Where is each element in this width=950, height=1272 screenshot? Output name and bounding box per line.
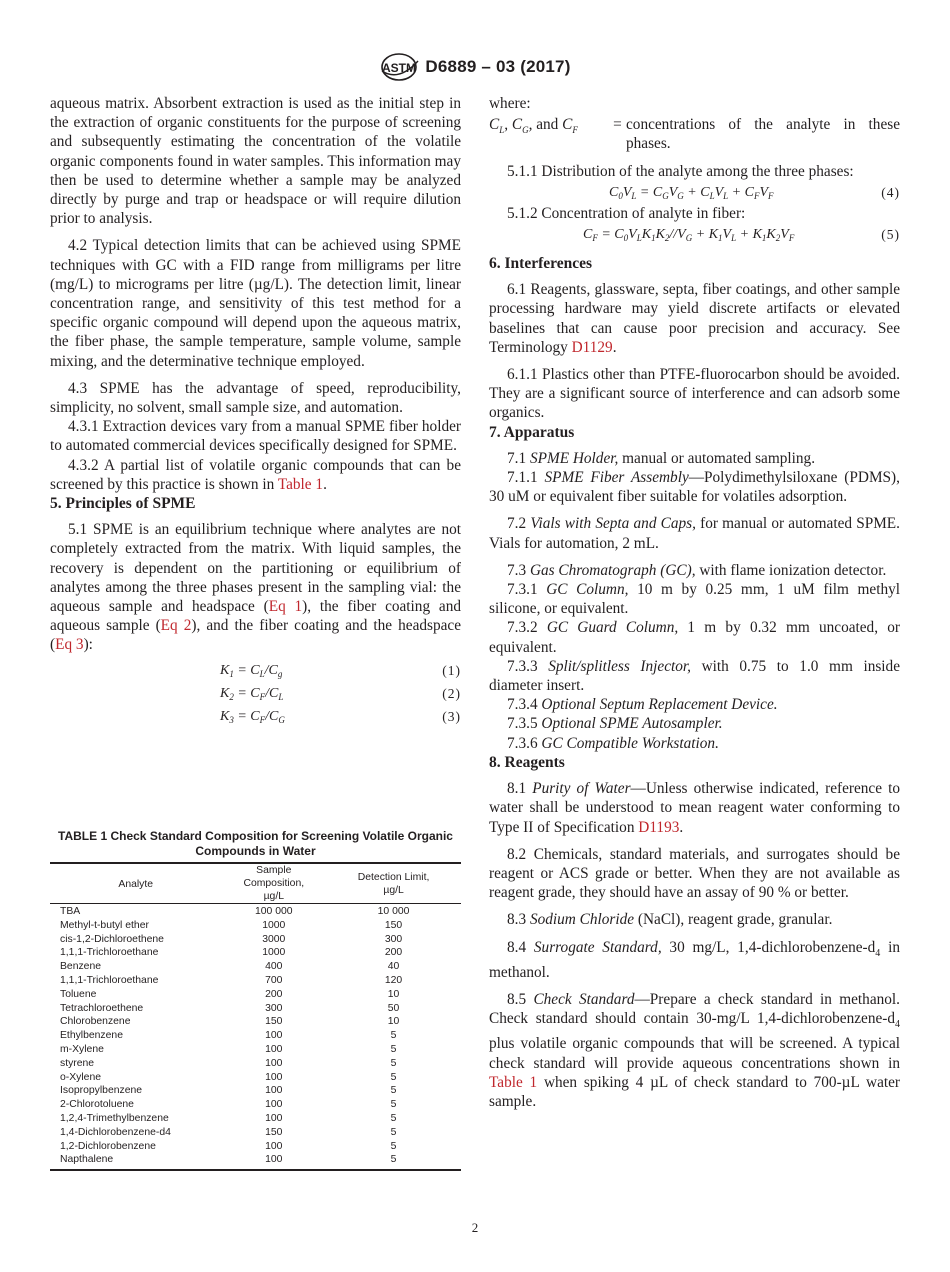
analyte-cell: 1,4-Dichlorobenzene-d4 <box>60 1126 171 1138</box>
table-row <box>50 1002 461 1016</box>
analyte-cell: 2-Chlorotoluene <box>60 1099 134 1111</box>
eq-2-link[interactable]: Eq 2 <box>160 617 192 635</box>
paragraph-5-1: 5.1 SPME is an equilibrium technique where analytes are not completely extracted from the matrix. With liquid samples, the recovery is dependent on the partitioning or equilibrium of analytes among the three phases present in the sampling vial: the aqueous sample and headspace (Eq 1), the fiber coating and aqueous sample (Eq 2), and the fiber coating and the headspace (Eq 3): <box>50 521 461 654</box>
page-number: 2 <box>471 1220 479 1235</box>
analyte-cell: o-Xylene <box>60 1071 102 1083</box>
analyte-cell: Toluene <box>60 988 97 1000</box>
table-row <box>50 1029 461 1043</box>
paragraph-4-3-2: 4.3.2 A partial list of volatile organic compounds that can be screened by this practice is shown in Table 1. <box>50 456 461 493</box>
column-header-analyte: Analyte <box>50 863 221 904</box>
column-header-sample-composition: Sample Composition, µg/L <box>221 863 326 904</box>
analyte-cell: m-Xylene <box>60 1043 104 1055</box>
paragraph-7-3-6: 7.3.6 GC Compatible Workstation. <box>507 734 719 752</box>
astm-logo-icon <box>379 52 419 82</box>
detection-limit-cell: 200 <box>384 947 403 959</box>
analyte-cell: styrene <box>60 1057 95 1069</box>
paragraph-7-3-3: 7.3.3 Split/splitless Injector, with 0.75 to 1.0 mm inside diameter insert. <box>489 657 900 695</box>
equation-number: (4) <box>881 184 900 200</box>
paragraph-4-2: 4.2 Typical detection limits that can be achieved using SPME techniques with GC with a FID range from milligrams per litre (mg/L) to micrograms per litre (µg/L). The detection limit, linear concentration range, and sensitivity of this test method for a specific organic compound will depend upon the aqueous matrix, the fiber phase, the sample temperature, sample volume, sample mixing, and the determinative technique employed. <box>50 237 461 370</box>
paragraph-4-3-1: 4.3.1 Extraction devices vary from a manual SPME fiber holder to automated commercial devices specifically designed for SPME. <box>50 418 461 455</box>
detection-limit-cell: 5 <box>390 1099 397 1111</box>
equation-number: (5) <box>881 227 900 243</box>
detection-limit-cell: 120 <box>384 974 403 986</box>
analyte-cell: Chlorobenzene <box>60 1016 131 1028</box>
right-column <box>489 94 900 1111</box>
paragraph-7-3-5: 7.3.5 Optional SPME Autosampler. <box>507 715 723 733</box>
analyte-cell: Isopropylbenzene <box>60 1085 143 1097</box>
analyte-cell: TBA <box>60 906 81 917</box>
table-header-row <box>50 863 461 904</box>
svg-text:ASTM: ASTM <box>382 61 417 75</box>
detection-limit-cell: 10 000 <box>377 906 410 917</box>
table-1-link[interactable]: Table 1 <box>489 1073 538 1091</box>
paragraph-4-1-continued: aqueous matrix. Absorbent extraction is used as the initial step in the extraction of organic constituents for the purpose of screening and subsequently estimating the concentration of the volatile organic components found in water samples. This information may then be used to determine whether a sample may be analyzed directly by purge and trap or headspace or will require dilution prior to analysis. <box>50 95 461 228</box>
sample-composition-cell: 300 <box>265 1002 283 1014</box>
detection-limit-cell: 5 <box>390 1085 397 1097</box>
sample-composition-cell: 200 <box>265 988 283 1000</box>
sample-composition-cell: 100 <box>265 1112 283 1124</box>
detection-limit-cell: 300 <box>384 933 403 945</box>
equation-3: $K_3 = C_F/C_G$ (3) <box>220 708 461 725</box>
table-row <box>50 1126 461 1140</box>
detection-limit-cell: 5 <box>390 1043 397 1055</box>
section-8-heading: 8. Reagents <box>489 753 565 771</box>
sample-composition-cell: 150 <box>265 1126 283 1138</box>
paragraph-8-4: 8.4 Surrogate Standard, 30 mg/L, $1,4-dichlorobenzene-d_4$ in methanol. <box>489 938 900 981</box>
equation-2: $K_2 = C_F/C_L$ (2) <box>220 685 461 702</box>
analyte-cell: cis-1,2-Dichloroethene <box>60 933 164 945</box>
table-row <box>50 1140 461 1154</box>
table-row <box>50 1098 461 1112</box>
analyte-cell: 1,2,4-Trimethylbenzene <box>60 1112 169 1124</box>
d1129-link[interactable]: D1129 <box>571 338 613 356</box>
detection-limit-cell: 5 <box>390 1112 397 1124</box>
table-1 <box>50 862 461 1171</box>
detection-limit-cell: 40 <box>387 961 400 973</box>
equation-number: (2) <box>442 685 461 701</box>
detection-limit-cell: 5 <box>390 1140 397 1152</box>
sample-composition-cell: 3000 <box>262 933 286 945</box>
analyte-cell: 1,1,1-Trichloroethane <box>60 974 159 986</box>
detection-limit-cell: 5 <box>390 1057 397 1069</box>
paragraph-8-1: 8.1 Purity of Water—Unless otherwise indicated, reference to water shall be understood to mean reagent water conforming to Type II of Specification D1193. <box>489 780 900 836</box>
paragraph-8-5: 8.5 Check Standard—Prepare a check standard in methanol. Check standard should contain 30-mg/L $1,4-dichlorobenzene-d_4$ plus volatile organic compounds that will be screened. A typical check standard will provide aqueous concentrations shown in Table 1 when spiking 4 µL of check standard to 700-µL water sample. <box>489 990 900 1111</box>
equation-5: $C_F = C_0V_LK_1K_2//V_G + K_1V_L + K_1K_2V_F$ (5) <box>583 227 900 244</box>
equations-1-3 <box>50 659 461 728</box>
table-row <box>50 988 461 1002</box>
table-row <box>50 919 461 933</box>
paragraph-7-3: 7.3 Gas Chromatograph (GC), with flame ionization detector. <box>507 561 887 579</box>
table-row <box>50 1015 461 1029</box>
paragraph-7-1: 7.1 SPME Holder, manual or automated sampling. <box>507 449 816 467</box>
equation-1: $K_1 = C_L/C_g$ (1) <box>220 662 461 679</box>
analyte-cell: Napthalene <box>60 1154 114 1166</box>
table-row <box>50 974 461 988</box>
table-1-link[interactable]: Table 1 <box>277 475 324 493</box>
table-row <box>50 1112 461 1126</box>
table-row <box>50 1043 461 1057</box>
analyte-cell: Ethylbenzene <box>60 1030 123 1042</box>
detection-limit-cell: 5 <box>390 1030 397 1042</box>
paragraph-7-3-1: 7.3.1 GC Column, 10 m by 0.25 mm, 1 uM film methyl silicone, or equivalent. <box>489 581 900 618</box>
eq-1-link[interactable]: Eq 1 <box>268 598 303 616</box>
sample-composition-cell: 100 <box>265 1085 283 1097</box>
paragraph-6-1-1: 6.1.1 Plastics other than PTFE-fluorocarbon should be avoided. They are a significant source of interference and can adsorb some organics. <box>489 366 900 422</box>
paragraph-7-2: 7.2 Vials with Septa and Caps, for manual or automated SPME. Vials for automation, 2 mL. <box>489 515 900 552</box>
paragraph-4-3: 4.3 SPME has the advantage of speed, reproducibility, simplicity, no solvent, small sample size, and automation. <box>50 379 461 417</box>
detection-limit-cell: 50 <box>387 1002 400 1014</box>
paragraph-8-2: 8.2 Chemicals, standard materials, and surrogates should be reagent or ACS grade or better. When they are not available as reagent grade, they should have an assay of 90 % or better. <box>489 845 900 902</box>
document-id: D6889 – 03 (2017) <box>425 57 571 76</box>
detection-limit-cell: 10 <box>387 988 400 1000</box>
paragraph-7-1-1: 7.1.1 SPME Fiber Assembly—Polydimethylsiloxane (PDMS), 30 uM or equivalent fiber suitable for volatiles adsorption. <box>489 469 900 506</box>
where-terms: $C_L$, $C_G$, and $C_F$ <box>489 116 578 136</box>
equation-number: (1) <box>442 662 461 678</box>
analyte-cell: Tetrachloroethene <box>60 1002 144 1014</box>
analyte-cell: 1,2-Dichlorobenzene <box>60 1140 156 1152</box>
sample-composition-cell: 700 <box>265 974 283 986</box>
sample-composition-cell: 100 <box>265 1030 283 1042</box>
sample-composition-cell: 100 <box>265 1154 283 1166</box>
detection-limit-cell: 5 <box>390 1154 397 1166</box>
table-row <box>50 1153 461 1170</box>
table-row <box>50 1057 461 1071</box>
table-row <box>50 1071 461 1085</box>
detection-limit-cell: 5 <box>390 1071 397 1083</box>
table-row <box>50 933 461 947</box>
where-definition: $C_L$, $C_G$, and $C_F$ = concentrations of the analyte in these phases. <box>489 116 900 153</box>
table-row <box>50 960 461 974</box>
sample-composition-cell: 100 <box>265 1057 283 1069</box>
left-column <box>50 94 461 728</box>
sample-composition-cell: 1000 <box>262 919 286 931</box>
section-6-heading: 6. Interferences <box>489 255 593 273</box>
sample-composition-cell: 100 <box>265 1071 283 1083</box>
detection-limit-cell: 10 <box>387 1016 400 1028</box>
column-header-detection-limit: Detection Limit, µg/L <box>326 863 461 904</box>
d1193-link[interactable]: D1193 <box>638 818 680 836</box>
table-row <box>50 1084 461 1098</box>
sample-composition-cell: 100 <box>265 1043 283 1055</box>
paragraph-5-1-2: 5.1.2 Concentration of analyte in fiber: <box>507 204 746 222</box>
eq-3-link[interactable]: Eq 3 <box>55 636 84 654</box>
section-7-heading: 7. Apparatus <box>489 423 575 441</box>
paragraph-8-3: 8.3 Sodium Chloride (NaCl), reagent grade, granular. <box>507 911 833 929</box>
paragraph-5-1-1: 5.1.1 Distribution of the analyte among the three phases: <box>507 162 854 180</box>
detection-limit-cell: 5 <box>390 1126 397 1138</box>
sample-composition-cell: 400 <box>265 961 283 973</box>
sample-composition-cell: 100 <box>265 1099 283 1111</box>
table-row <box>50 904 461 919</box>
section-5-heading: 5. Principles of SPME <box>50 495 196 513</box>
equation-4: $C_0V_L = C_GV_G + C_LV_L + C_FV_F$ (4) <box>609 184 900 201</box>
sample-composition-cell: 100 000 <box>255 906 293 917</box>
table-row <box>50 946 461 960</box>
paragraph-7-3-2: 7.3.2 GC Guard Column, 1 m by 0.32 mm uncoated, or equivalent. <box>489 619 900 656</box>
sample-composition-cell: 150 <box>265 1016 283 1028</box>
equation-number: (3) <box>442 708 461 724</box>
sample-composition-cell: 100 <box>265 1140 283 1152</box>
where-label: where: <box>489 95 531 112</box>
table-1-caption: TABLE 1 Check Standard Composition for Screening Volatile Organic Compounds in Water <box>58 829 453 858</box>
sample-composition-cell: 1000 <box>262 947 286 959</box>
analyte-cell: 1,1,1-Trichloroethane <box>60 947 159 959</box>
analyte-cell: Benzene <box>60 961 102 973</box>
paragraph-7-3-4: 7.3.4 Optional Septum Replacement Device. <box>507 696 778 714</box>
analyte-cell: Methyl-t-butyl ether <box>60 919 149 931</box>
paragraph-6-1: 6.1 Reagents, glassware, septa, fiber coatings, and other sample processing hardware may yield discrete artifacts or elevated baselines that can cause poor precision and accuracy. See Terminology D1129. <box>489 281 900 356</box>
detection-limit-cell: 150 <box>384 919 403 931</box>
page-header <box>0 52 950 87</box>
